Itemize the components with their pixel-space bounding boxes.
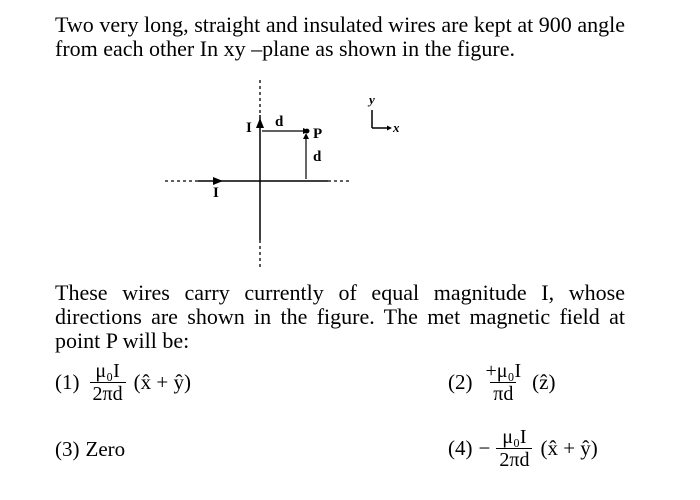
numerator: +μ₀I [485, 360, 522, 382]
horizontal-current-arrow [213, 177, 223, 185]
vertical-current-arrow [256, 118, 264, 128]
unit-vector: (ẑ) [532, 370, 556, 394]
option-4[interactable] [448, 426, 598, 471]
label-point-p: P [313, 126, 323, 142]
label-current-horizontal: I [213, 185, 219, 201]
distance-d-vertical-arrow [303, 133, 309, 139]
label-d-vertical: d [313, 149, 322, 165]
option-number: (3) [55, 437, 80, 461]
numerator: μ₀I [95, 360, 120, 382]
fraction [496, 426, 532, 471]
numerator: μ₀I [502, 426, 527, 448]
unit-vector: (x̂ + ŷ) [133, 370, 191, 394]
label-d-horizontal: d [275, 114, 284, 130]
denominator: 2πd [496, 448, 532, 471]
option-number: (4) [448, 436, 473, 460]
negative-sign: − [478, 436, 491, 460]
question-text: Two very long, straight and insulated wires are kept at 900 angle from each other In xy –plane as shown in the figure. [55, 12, 625, 61]
option-3[interactable] [55, 437, 125, 462]
axis-x-label: x [393, 120, 400, 135]
option-number: (1) [55, 370, 80, 394]
option-1[interactable] [55, 360, 191, 405]
axis-x-arrow [387, 126, 392, 131]
point-p [305, 129, 310, 134]
denominator: 2πd [90, 382, 126, 405]
axis-y-label: y [369, 92, 375, 107]
unit-vector: (x̂ + ŷ) [540, 436, 598, 460]
option-text: Zero [85, 437, 126, 461]
question-text-continued: These wires carry currently of equal magnitude I, whose directions are shown in the figure. The met magnetic field at point P will be: [55, 280, 625, 353]
fraction [483, 360, 525, 405]
denominator: πd [490, 382, 516, 405]
option-number: (2) [448, 370, 473, 394]
option-2[interactable] [448, 360, 555, 405]
label-current-vertical: I [246, 120, 252, 136]
fraction [90, 360, 126, 405]
